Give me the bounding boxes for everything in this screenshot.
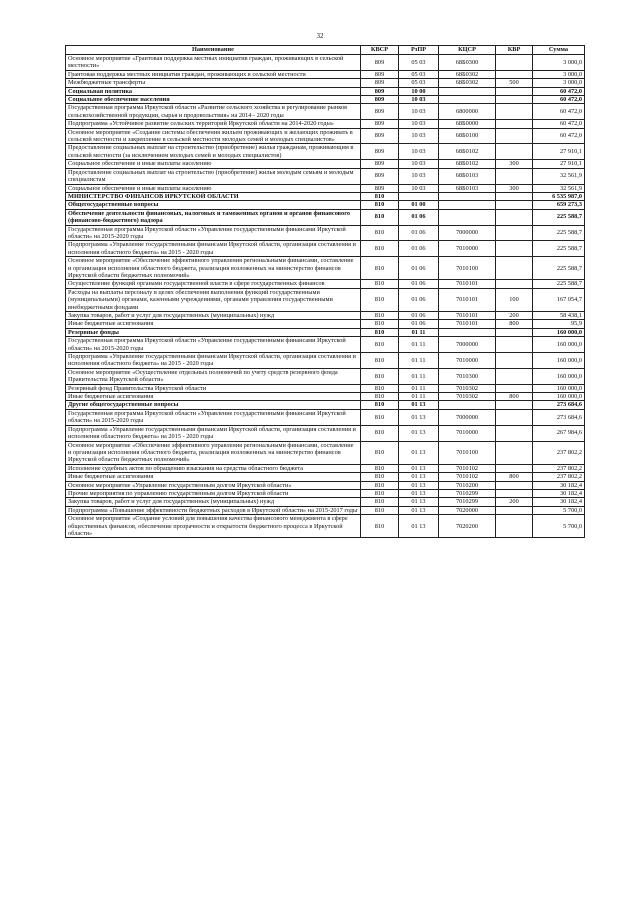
cell-kvr: 200 [496,498,533,506]
cell-kvsr: 810 [361,201,399,209]
cell-sum: 30 182,4 [533,498,585,506]
table-row [66,184,585,192]
cell-name: Резервные фонды [66,328,361,336]
cell-kvsr: 810 [361,241,399,257]
cell-sum: 160 000,0 [533,337,585,353]
cell-sum: 32 561,9 [533,184,585,192]
cell-rzpr: 01 13 [399,441,439,464]
cell-name: Государственная программа Иркутской области «Управление государственными финансами Иркутской области» на 2015-2020 годы [66,225,361,241]
cell-kvr: 300 [496,160,533,168]
cell-name: Подпрограмма «Управление государственными финансами Иркутской области, организация составления и исполнения областного бюджета» на 2015 - 2020 годы [66,241,361,257]
cell-rzpr: 01 11 [399,328,439,336]
cell-rzpr: 01 06 [399,320,439,328]
cell-kvsr: 810 [361,328,399,336]
cell-kvr [496,257,533,280]
cell-kvsr: 810 [361,401,399,409]
cell-rzpr: 01 13 [399,506,439,514]
cell-name: Государственная программа Иркутской области «Управление государственными финансами Иркутской области» на 2015-2020 годы [66,409,361,425]
cell-name: Подпрограмма «Управление государственными финансами Иркутской области, организация составления и исполнения областного бюджета» на 2015 - 2020 годы [66,353,361,369]
cell-kvr [496,409,533,425]
cell-kvr [496,481,533,489]
cell-sum: 273 684,6 [533,409,585,425]
cell-name: Основное мероприятие «Осуществление отдельных полномочий по учету средств резервного фонда Правительства Иркутской области» [66,368,361,384]
table-row [66,280,585,288]
cell-kvr [496,225,533,241]
table-row [66,225,585,241]
cell-kvr: 300 [496,184,533,192]
cell-rzpr: 05 03 [399,79,439,87]
cell-name: Расходы на выплаты персоналу в целях обеспечения выполнения функций государственными (муниципальными) органами, казенными учреждениями, органами управления государственными внебюджетными фондами [66,288,361,311]
cell-kvsr: 810 [361,489,399,497]
cell-sum: 160 000,0 [533,328,585,336]
cell-kvsr: 810 [361,409,399,425]
cell-rzpr: 01 13 [399,489,439,497]
cell-kvr [496,70,533,78]
cell-kcsr: 6800000 [439,104,496,120]
cell-name: Обеспечение деятельности финансовых, налоговых и таможенных органов и органов финансового (финансово-бюджетного) надзора [66,209,361,225]
cell-kcsr: 7010102 [439,473,496,481]
cell-kcsr: 7010100 [439,257,496,280]
cell-name: Закупка товаров, работ и услуг для государственных (муниципальных) нужд [66,312,361,320]
cell-name: Подпрограмма «Управление государственными финансами Иркутской области, организация составления и исполнения областного бюджета» на 2015 - 2020 годы [66,425,361,441]
cell-kcsr: 7010299 [439,489,496,497]
cell-kcsr: 7010302 [439,384,496,392]
cell-kvr [496,464,533,472]
cell-kvr [496,489,533,497]
cell-name: МИНИСТЕРСТВО ФИНАНСОВ ИРКУТСКОЙ ОБЛАСТИ [66,192,361,200]
table-row [66,104,585,120]
table-row [66,328,585,336]
cell-kcsr [439,96,496,104]
table-row [66,409,585,425]
cell-sum: 160 000,0 [533,368,585,384]
cell-sum: 3 000,0 [533,55,585,71]
cell-rzpr: 10 03 [399,144,439,160]
cell-name: Государственная программа Иркутской области «Управление государственными финансами Иркутской области» на 2015-2020 годы [66,337,361,353]
cell-rzpr: 01 11 [399,337,439,353]
cell-kvsr: 810 [361,441,399,464]
cell-kcsr: 68Б0000 [439,120,496,128]
cell-rzpr: 10 00 [399,87,439,95]
cell-name: Основное мероприятие «Управление государственным долгом Иркутской области» [66,481,361,489]
cell-kvsr: 810 [361,506,399,514]
cell-sum: 160 000,0 [533,393,585,401]
cell-sum: 659 273,3 [533,201,585,209]
cell-kvsr: 810 [361,192,399,200]
cell-sum: 237 802,2 [533,473,585,481]
table-row [66,441,585,464]
cell-kcsr: 7020000 [439,506,496,514]
table-row [66,144,585,160]
cell-kcsr: 68Б0302 [439,79,496,87]
cell-rzpr: 01 13 [399,409,439,425]
cell-sum: 225 588,7 [533,280,585,288]
cell-name: Подпрограмма «Повышение эффективности бюджетных расходов в Иркутской области» на 2015-2017 годы [66,506,361,514]
table-row [66,70,585,78]
cell-rzpr: 01 06 [399,225,439,241]
cell-name: Государственная программа Иркутской области «Развитие сельского хозяйства и регулирование рынков сельскохозяйственной продукции, сырья и продовольствия» на 2014 - 2020 годы [66,104,361,120]
cell-kvsr: 810 [361,368,399,384]
table-row [66,498,585,506]
cell-rzpr: 10 03 [399,128,439,144]
cell-sum: 3 000,0 [533,70,585,78]
cell-kcsr [439,87,496,95]
table-row [66,288,585,311]
cell-kvr [496,168,533,184]
cell-kcsr: 7020200 [439,515,496,538]
cell-kcsr [439,401,496,409]
cell-kvr [496,104,533,120]
cell-kvsr: 809 [361,144,399,160]
table-row [66,312,585,320]
cell-kcsr: 7010101 [439,280,496,288]
cell-sum: 60 472,0 [533,87,585,95]
cell-name: Основное мероприятие «Создание системы обеспечения жильем проживающих и желающих проживать в сельской местности и закрепление в сельской местности молодых семей и молодых специалистов» [66,128,361,144]
cell-kvsr: 810 [361,393,399,401]
cell-kvsr: 810 [361,257,399,280]
cell-kcsr: 7000000 [439,225,496,241]
cell-kvr [496,96,533,104]
cell-kcsr: 7010300 [439,368,496,384]
cell-name: Исполнение судебных актов по обращению взыскания на средства областного бюджета [66,464,361,472]
cell-rzpr: 01 13 [399,498,439,506]
cell-kcsr [439,201,496,209]
cell-kcsr: 68Б0302 [439,70,496,78]
cell-kvr [496,128,533,144]
cell-rzpr: 10 03 [399,96,439,104]
table-row [66,393,585,401]
cell-name: Подпрограмма «Устойчивое развитие сельских территорий Иркутской области на 2014-2020 годы» [66,120,361,128]
cell-kvsr: 810 [361,312,399,320]
cell-rzpr: 10 03 [399,104,439,120]
cell-kcsr: 7010101 [439,320,496,328]
cell-sum: 6 535 987,0 [533,192,585,200]
cell-name: Социальное обеспечение и иные выплаты населению [66,184,361,192]
cell-sum: 3 000,0 [533,79,585,87]
cell-rzpr: 01 13 [399,425,439,441]
table-row [66,425,585,441]
cell-kcsr [439,328,496,336]
cell-kvr: 800 [496,473,533,481]
cell-sum: 225 588,7 [533,225,585,241]
table-header-row [66,46,585,55]
cell-kvr [496,55,533,71]
table-row [66,320,585,328]
cell-kcsr: 7000000 [439,337,496,353]
cell-rzpr: 01 11 [399,393,439,401]
budget-table [65,45,585,538]
cell-name: Другие общегосударственные вопросы [66,401,361,409]
table-row [66,192,585,200]
cell-sum: 60 472,0 [533,128,585,144]
cell-kvsr: 810 [361,320,399,328]
cell-sum: 237 802,2 [533,464,585,472]
cell-kcsr: 7010102 [439,464,496,472]
cell-kvsr: 809 [361,104,399,120]
cell-sum: 160 000,0 [533,384,585,392]
cell-sum: 160 000,0 [533,353,585,369]
cell-name: Социальное обеспечение и иные выплаты населению [66,160,361,168]
cell-kcsr: 68Б0103 [439,184,496,192]
cell-kvsr: 809 [361,70,399,78]
cell-name: Грантовая поддержка местных инициатив граждан, проживающих в сельской местности [66,70,361,78]
cell-rzpr: 01 13 [399,481,439,489]
cell-kvsr: 810 [361,337,399,353]
header-rzpr: РзПР [399,46,439,55]
table-row [66,353,585,369]
cell-kcsr [439,192,496,200]
cell-rzpr: 01 13 [399,464,439,472]
cell-rzpr: 01 11 [399,384,439,392]
cell-rzpr: 01 13 [399,401,439,409]
table-row [66,128,585,144]
cell-rzpr: 10 03 [399,168,439,184]
cell-kvr: 200 [496,312,533,320]
table-row [66,515,585,538]
cell-sum: 5 700,0 [533,506,585,514]
cell-kcsr: 68Б0102 [439,160,496,168]
header-sum: Сумма [533,46,585,55]
cell-sum: 32 561,9 [533,168,585,184]
table-row [66,241,585,257]
table-row [66,79,585,87]
cell-kvsr: 810 [361,280,399,288]
cell-kvsr: 810 [361,515,399,538]
cell-name: Осуществление функций органами государственной власти в сфере государственных финансов [66,280,361,288]
cell-kvr [496,515,533,538]
cell-kvsr: 810 [361,353,399,369]
cell-kvr [496,280,533,288]
cell-kcsr: 7010000 [439,241,496,257]
table-row [66,201,585,209]
cell-sum: 95,9 [533,320,585,328]
cell-kvr [496,353,533,369]
cell-kvsr: 809 [361,96,399,104]
cell-kvr [496,120,533,128]
cell-kvsr: 809 [361,184,399,192]
cell-kvr [496,192,533,200]
cell-sum: 225 588,7 [533,241,585,257]
cell-kvsr: 810 [361,384,399,392]
table-row [66,160,585,168]
table-row [66,384,585,392]
table-row [66,87,585,95]
cell-kvsr: 809 [361,55,399,71]
cell-kcsr: 7010200 [439,481,496,489]
table-row [66,401,585,409]
cell-rzpr: 10 03 [399,120,439,128]
cell-name: Прочие мероприятия по управлению государственным долгом Иркутской области [66,489,361,497]
table-row [66,481,585,489]
cell-name: Закупка товаров, работ и услуг для государственных (муниципальных) нужд [66,498,361,506]
cell-kcsr: 7010101 [439,288,496,311]
table-row [66,473,585,481]
page-number: 32 [316,32,324,40]
cell-kvsr: 810 [361,473,399,481]
cell-kvr [496,441,533,464]
cell-sum: 58 438,1 [533,312,585,320]
cell-sum: 30 182,4 [533,481,585,489]
cell-rzpr: 01 06 [399,257,439,280]
cell-rzpr: 01 11 [399,353,439,369]
table-row [66,257,585,280]
cell-kvr: 800 [496,393,533,401]
cell-sum: 27 910,1 [533,160,585,168]
cell-name: Основное мероприятие «Создание условий для повышения качества финансового менеджмента в сфере общественных финансов, обеспечение прозрачности и открытости бюджетного процесса в Иркутской области» [66,515,361,538]
table-row [66,464,585,472]
cell-kvsr: 809 [361,168,399,184]
cell-rzpr: 01 06 [399,280,439,288]
header-kvsr: КВСР [361,46,399,55]
cell-name: Межбюджетные трансферты [66,79,361,87]
table-row [66,368,585,384]
cell-kvsr: 810 [361,209,399,225]
table-row [66,120,585,128]
cell-kvr: 500 [496,79,533,87]
cell-kvsr: 810 [361,425,399,441]
cell-rzpr: 01 06 [399,241,439,257]
cell-kcsr: 7010302 [439,393,496,401]
cell-sum: 5 700,0 [533,515,585,538]
cell-name: Иные бюджетные ассигнования [66,473,361,481]
cell-name: Резервный фонд Правительства Иркутской области [66,384,361,392]
cell-kcsr: 68Б0103 [439,168,496,184]
cell-kvr [496,384,533,392]
cell-kvr [496,209,533,225]
cell-name: Основное мероприятие «Обеспечение эффективного управления региональными финансами, составление и организация исполнения областного бюджета, реализация возложенных на министерство финансов Иркутской области бюджетных полномочий» [66,441,361,464]
cell-rzpr: 01 11 [399,368,439,384]
table-row [66,337,585,353]
cell-kvsr: 809 [361,128,399,144]
cell-sum: 237 802,2 [533,441,585,464]
cell-kvr [496,506,533,514]
cell-sum: 273 684,6 [533,401,585,409]
cell-rzpr: 05 03 [399,70,439,78]
cell-kvsr: 810 [361,288,399,311]
cell-rzpr: 05 03 [399,55,439,71]
table-row [66,489,585,497]
cell-kvsr: 809 [361,79,399,87]
cell-kcsr: 7000000 [439,409,496,425]
cell-kcsr: 7010000 [439,425,496,441]
cell-kcsr: 7010100 [439,441,496,464]
cell-sum: 27 910,1 [533,144,585,160]
cell-sum: 30 182,4 [533,489,585,497]
cell-rzpr: 01 13 [399,473,439,481]
cell-kvr [496,425,533,441]
cell-rzpr: 01 13 [399,515,439,538]
cell-kvr [496,144,533,160]
cell-kcsr [439,209,496,225]
cell-name: Социальная политика [66,87,361,95]
cell-name: Основное мероприятие «Обеспечение эффективного управления региональными финансами, составление и организация исполнения областного бюджета, реализация возложенных на министерство финансов Иркутской области бюджетных полномочий» [66,257,361,280]
table-body [66,55,585,538]
cell-kvr [496,201,533,209]
cell-name: Предоставление социальных выплат на строительство (приобретение) жилья молодым семьям и молодым специалистам [66,168,361,184]
cell-kvr [496,328,533,336]
cell-sum: 60 472,0 [533,96,585,104]
cell-rzpr: 01 00 [399,201,439,209]
cell-kcsr: 7010101 [439,312,496,320]
cell-kcsr: 7010000 [439,353,496,369]
cell-kcsr: 68Б0102 [439,144,496,160]
cell-kvsr: 810 [361,481,399,489]
table-row [66,209,585,225]
cell-name: Социальное обеспечение населения [66,96,361,104]
cell-kvr [496,241,533,257]
cell-kvsr: 809 [361,87,399,95]
cell-name: Основное мероприятие «Грантовая поддержка местных инициатив граждан, проживающих в сельской местности» [66,55,361,71]
cell-sum: 267 984,6 [533,425,585,441]
cell-kcsr: 7010299 [439,498,496,506]
cell-kvr [496,337,533,353]
cell-kvsr: 810 [361,464,399,472]
table-row [66,96,585,104]
table-row [66,168,585,184]
cell-kvr: 800 [496,320,533,328]
cell-rzpr: 01 06 [399,288,439,311]
cell-kvr [496,368,533,384]
cell-kvr [496,87,533,95]
cell-rzpr: 10 03 [399,160,439,168]
cell-rzpr [399,192,439,200]
cell-name: Иные бюджетные ассигнования [66,393,361,401]
table-row [66,55,585,71]
cell-kvsr: 809 [361,160,399,168]
cell-rzpr: 01 06 [399,312,439,320]
table-row [66,506,585,514]
cell-name: Общегосударственные вопросы [66,201,361,209]
header-name: Наименование [66,46,361,55]
cell-kvsr: 809 [361,120,399,128]
cell-kvsr: 810 [361,225,399,241]
header-kvr: КВР [496,46,533,55]
cell-rzpr: 01 06 [399,209,439,225]
cell-sum: 60 472,0 [533,120,585,128]
cell-kvr [496,401,533,409]
cell-kvr: 100 [496,288,533,311]
header-kcsr: КЦСР [439,46,496,55]
cell-kvsr: 810 [361,498,399,506]
cell-sum: 167 054,7 [533,288,585,311]
cell-rzpr: 10 03 [399,184,439,192]
cell-kcsr: 68Б0300 [439,55,496,71]
cell-sum: 225 588,7 [533,209,585,225]
cell-name: Предоставление социальных выплат на строительство (приобретение) жилья гражданам, проживающим в сельской местности (за исключением молодых семей и молодых специалистов) [66,144,361,160]
cell-kcsr: 68Б0100 [439,128,496,144]
cell-name: Иные бюджетные ассигнования [66,320,361,328]
cell-sum: 225 588,7 [533,257,585,280]
cell-sum: 60 472,0 [533,104,585,120]
